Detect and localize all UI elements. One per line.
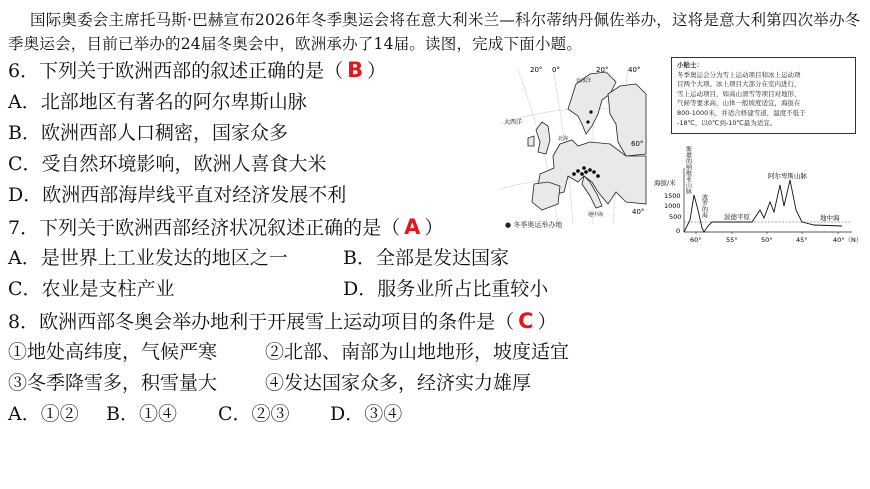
profile-label-plain: 波德平原 [724, 213, 750, 221]
map-ocean: 大西洋 [504, 119, 523, 126]
map-lat-40: 40° [632, 208, 645, 216]
map-lon-1: 20° [530, 66, 543, 74]
profile-x-45: 45° [796, 236, 808, 244]
q7-option-c: C．农业是支柱产业 [8, 278, 175, 300]
q8-condition-1: ①地处高纬度，气候严寒 [8, 341, 218, 363]
map-sea-baltic: 北海 [558, 136, 569, 142]
q8-option-b: B．①④ [106, 403, 177, 425]
tip-line: 目两个大项。冰上项目大部分在室内进行， [677, 80, 801, 89]
map-lon-4: 40° [628, 66, 641, 74]
profile-y-1000: 1000 [664, 202, 681, 210]
terrain-profile [652, 140, 864, 244]
q8-condition-2: ②北部、南部为山地地形，坡度适宜 [265, 341, 570, 363]
tip-line: -18℃，以0℃到-10℃最为适宜。 [677, 118, 777, 127]
question-7-stem: 7．下列关于欧洲西部经济状况叙述正确的是（ [8, 217, 401, 239]
tip-line: 800-1000米，并适合修建雪道，温度不低于 [677, 108, 806, 117]
question-8-stem: 8．欧洲西部冬奥会举办地利于开展雪上运动项目的条件是（ [8, 311, 515, 333]
profile-label-alps: 阿尔卑斯山脉 [768, 172, 807, 180]
q8-condition-3: ③冬季降雪多，积雪量大 [8, 372, 218, 394]
map-lat-60: 60° [631, 140, 644, 148]
q6-option-d: D．欧洲西部海岸线平直对经济发展不利 [8, 184, 347, 206]
tip-line: 雪上运动项目，如高山滑雪等项目对地形、 [677, 89, 801, 98]
question-6-close: ） [367, 60, 387, 82]
tip-box [671, 57, 856, 134]
q6-option-b: B．欧洲西部人口稠密，国家众多 [8, 122, 288, 144]
q8-condition-4: ④发达国家众多，经济实力雄厚 [265, 372, 532, 394]
q6-option-a: A．北部地区有著名的阿尔卑斯山脉 [8, 91, 307, 113]
profile-x-40: 40°（N） [833, 236, 863, 244]
map-sea-north: 北冰洋 [576, 78, 592, 84]
question-8-close: ） [537, 311, 557, 333]
profile-y-500: 500 [669, 213, 682, 221]
intro-paragraph: 国际奥委会主席托马斯·巴赫宣布2026年冬季奥运会将在意大利米兰—科尔蒂纳丹佩佐举办，这将是意大利第四次举办冬季奥运会，目前已举办的24届冬奥会中，欧洲承办了14届。读图，完成下面小题。 [8, 11, 861, 53]
q8-option-c: C．②③ [218, 403, 290, 425]
profile-y-0: 0 [676, 227, 681, 235]
q8-option-d: D．③④ [330, 403, 403, 425]
profile-x-50: 50° [761, 236, 773, 244]
profile-y-title: 海拔/米 [654, 179, 676, 187]
profile-label-baltic: 波罗的海 [700, 194, 708, 218]
question-8 [8, 308, 557, 335]
europe-map [498, 64, 648, 229]
profile-x-55: 55° [726, 236, 738, 244]
map-caption: ● 冬季奥运举办地 [505, 221, 563, 229]
map-lon-2: 0° [552, 66, 560, 74]
q8-option-a: A．①② [8, 403, 79, 425]
q7-option-b: B．全部是发达国家 [343, 247, 509, 269]
profile-x-60: 60° [690, 236, 702, 244]
question-6-stem: 6．下列关于欧洲西部的叙述正确的是（ [8, 60, 344, 82]
tip-line: 气候等要求高，山体一般坡度适宜，海拔在 [677, 99, 801, 108]
question-7-answer: A [404, 215, 421, 239]
question-7-close: ） [424, 217, 444, 239]
profile-y-1500: 1500 [664, 192, 681, 200]
profile-label-scandinavia: 斯堪的纳维亚山脉 [684, 146, 692, 194]
question-6-answer: B [347, 58, 364, 82]
profile-label-med: 地中海 [820, 214, 840, 222]
q7-option-a: A．是世界上工业发达的地区之一 [8, 247, 288, 269]
tip-line: 冬季奥运会分为雪上运动项目和冰上运动项 [677, 70, 801, 79]
tip-title: 小贴士： [677, 61, 703, 69]
map-sea-med: 地中海 [588, 212, 604, 218]
q6-option-c: C．受自然环境影响，欧洲人喜食大米 [8, 153, 327, 175]
question-6 [8, 57, 386, 84]
question-7 [8, 214, 443, 241]
q7-option-d: D．服务业所占比重较小 [343, 278, 549, 300]
question-8-answer: C [518, 309, 534, 333]
map-lon-3: 20° [596, 66, 609, 74]
